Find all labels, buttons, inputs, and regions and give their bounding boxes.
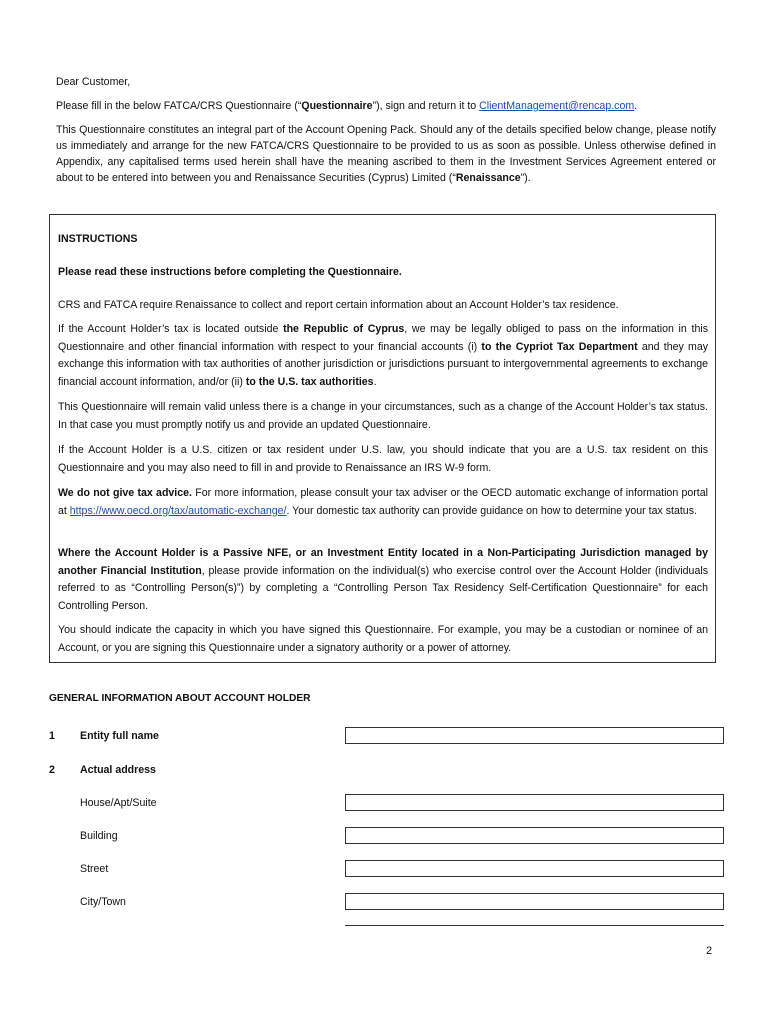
p5-no-tax-advice: We do not give tax advice. bbox=[58, 487, 192, 499]
p2-text-e: and they may exchange this information with tax authorities of another jurisdiction or jurisdictions pursuant to intergovernmental agreements to exchange financial account information, and/or (ii) bbox=[58, 340, 709, 388]
city-label: City/Town bbox=[80, 896, 126, 908]
oecd-link[interactable]: https://www.oecd.org/tax/automatic-exchange/ bbox=[69, 504, 287, 517]
questionnaire-term: Questionnaire bbox=[301, 100, 373, 112]
intro-para-text: This Questionnaire constitutes an integral part of the Account Opening Pack. Should any of the details specified below change, please notify us immediately and arrange for the new FATCA/CRS Questionnaire to be provided to us as soon as possible. Unless otherwise defined in Appendix, any capitalised terms used herein shall have the meaning ascribed to them in the Investment Services Agreement entered or about to be entered into between you and Renaissance Securities (Cyprus) Limited (“ bbox=[56, 124, 716, 184]
page-number: 2 bbox=[706, 945, 713, 957]
instructions-subheading: Please read these instructions before completing the Questionnaire. bbox=[58, 266, 402, 278]
renaissance-term: Renaissance bbox=[455, 172, 521, 184]
p5-text-c: . Your domestic tax authority can provide guidance on how to determine your tax status. bbox=[286, 504, 697, 517]
fill-mid: ”), sign and return it to bbox=[372, 100, 480, 112]
house-label: House/Apt/Suite bbox=[80, 797, 157, 809]
city-field[interactable] bbox=[345, 893, 724, 910]
house-field[interactable] bbox=[345, 794, 724, 811]
p2-cyprus: the Republic of Cyprus bbox=[283, 323, 405, 335]
intro-para-end: ”). bbox=[520, 172, 531, 184]
p2-text-g: . bbox=[373, 375, 377, 388]
p2-tax-department: to the Cypriot Tax Department bbox=[481, 340, 638, 353]
entity-name-label: Entity full name bbox=[80, 730, 159, 742]
instructions-p2 bbox=[58, 321, 708, 391]
greeting: Dear Customer, bbox=[56, 76, 131, 88]
item-2-number: 2 bbox=[49, 764, 55, 776]
instructions-box bbox=[49, 214, 716, 663]
p5-text-b: For more information, please consult your tax adviser or the OECD automatic exchange of information portal at bbox=[58, 487, 708, 517]
intro-paragraph bbox=[56, 122, 716, 186]
street-field[interactable] bbox=[345, 860, 724, 877]
instructions-p4: If the Account Holder is a U.S. citizen or tax resident under U.S. law, you should indicate that you are a U.S. tax resident on this Questionnaire and you may also need to fill in and provide to Renaissance an IRS W-9 form. bbox=[58, 444, 708, 474]
instructions-p3: This Questionnaire will remain valid unless there is a change in your circumstances, such as a change of the Account Holder’s tax status. In that case you must promptly notify us and provide an updated Questionnaire. bbox=[58, 401, 708, 431]
actual-address-label: Actual address bbox=[80, 764, 156, 776]
p2-us-tax: to the U.S. tax authorities bbox=[245, 375, 374, 388]
p2-text-c: , we may be legally obliged to pass on the information in this Questionnaire and other financial information with respect to your financial accounts (i) bbox=[58, 323, 708, 353]
instructions-heading: INSTRUCTIONS bbox=[58, 233, 138, 245]
fill-end: . bbox=[634, 100, 638, 112]
entity-name-field[interactable] bbox=[345, 727, 724, 744]
instructions-p7: You should indicate the capacity in which you have signed this Questionnaire. For example, you may be a custodian or nominee of an Account, or you are signing this Questionnaire under a signatory authority or a power of attorney. bbox=[58, 624, 708, 654]
divider-line bbox=[345, 925, 724, 926]
fill-instruction bbox=[56, 98, 716, 114]
instructions-p1: CRS and FATCA require Renaissance to collect and report certain information about an Account Holder’s tax residence. bbox=[58, 299, 619, 311]
p2-text-a: If the Account Holder’s tax is located outside bbox=[58, 323, 284, 335]
p6-passive-nfe: Where the Account Holder is a Passive NFE, or an Investment Entity located in a Non-Participating Jurisdiction managed by another Financial Institution bbox=[58, 547, 708, 577]
item-1-number: 1 bbox=[49, 730, 55, 742]
general-info-title: GENERAL INFORMATION ABOUT ACCOUNT HOLDER bbox=[49, 693, 311, 704]
instructions-p5 bbox=[58, 485, 708, 520]
instructions-p6 bbox=[58, 545, 708, 615]
email-link[interactable]: ClientManagement@rencap.com bbox=[479, 100, 635, 112]
street-label: Street bbox=[80, 863, 109, 875]
fill-pre: Please fill in the below FATCA/CRS Questionnaire (“ bbox=[56, 100, 302, 112]
p6-text-b: , please provide information on the individual(s) who exercise control over the Account Holder (individuals referred to as “Controlling Person(s)”) by completing a “Controlling Person Tax Residency Self-Certification Questionnaire” for each Controlling Person. bbox=[58, 564, 708, 612]
building-label: Building bbox=[80, 830, 118, 842]
building-field[interactable] bbox=[345, 827, 724, 844]
